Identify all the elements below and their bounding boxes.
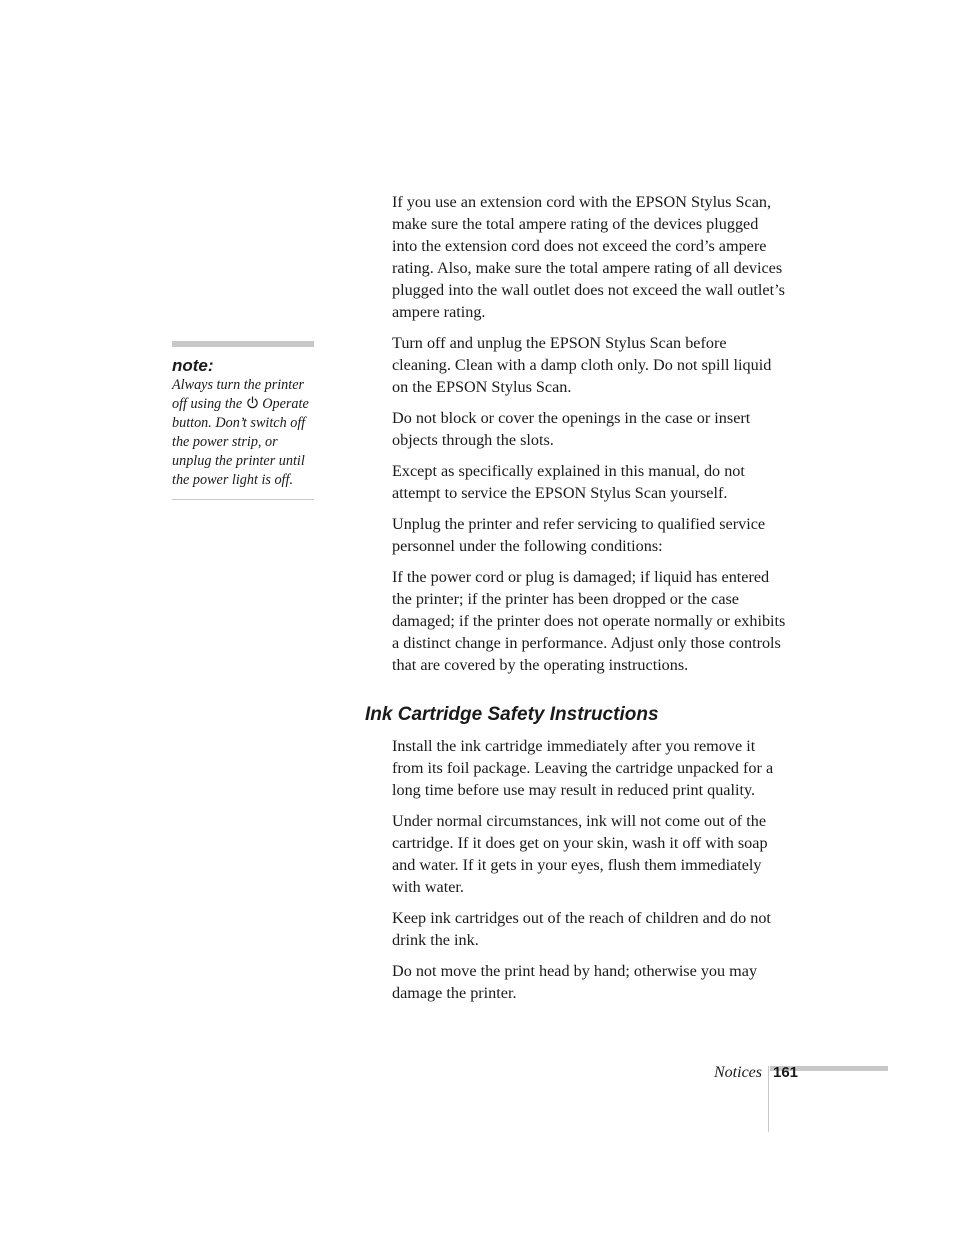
paragraph-install-cartridge: Install the ink cartridge immediately after you remove it from its foil package. Leaving the cartridge unpacked for a long time before use may result in reduced print quality.: [392, 737, 774, 799]
note-text-part-1: Always turn the printer off using the: [172, 377, 305, 412]
ink-cartridge-paragraphs: [392, 735, 787, 1013]
paragraph-cleaning: Turn off and unplug the EPSON Stylus Scan before cleaning. Clean with a damp cloth only. Do not spill liquid on the EPSON Stylus Scan.: [392, 334, 772, 396]
power-icon: [246, 396, 259, 409]
page-number: 161: [773, 1064, 799, 1081]
paragraph-openings: Do not block or cover the openings in the case or insert objects through the slots.: [392, 409, 751, 449]
paragraph-service: Except as specifically explained in this manual, do not attempt to service the EPSON Stylus Scan yourself.: [392, 462, 745, 502]
note-title: note:: [172, 356, 214, 375]
note-text-part-2: Operate button. Don’t switch off the power strip, or unplug the printer until the power light is off.: [172, 396, 309, 488]
note-text: [172, 376, 314, 500]
section-heading: Ink Cartridge Safety Instructions: [365, 704, 659, 725]
paragraph-print-head: Do not move the print head by hand; otherwise you may damage the printer.: [392, 962, 758, 1002]
paragraph-extension-cord: If you use an extension cord with the EPSON Stylus Scan, make sure the total ampere rating of the devices plugged into the extension cord does not exceed the cord’s ampere rating. Also, make sure the total ampere rating of all devices plugged into the wall outlet does not exceed the wall outlet’s ampere rating.: [392, 193, 785, 321]
footer-section-label: Notices: [714, 1064, 762, 1081]
paragraph-unplug: Unplug the printer and refer servicing to qualified service personnel under the following conditions:: [392, 515, 766, 555]
sidebar-note: [172, 341, 314, 500]
paragraph-ink-skin: Under normal circumstances, ink will not come out of the cartridge. If it does get on your skin, wash it off with soap and water. If it gets in your eyes, flush them immediately with water.: [392, 812, 768, 896]
paragraph-children: Keep ink cartridges out of the reach of children and do not drink the ink.: [392, 909, 771, 949]
safety-paragraphs: [392, 191, 787, 685]
note-top-rule: [172, 341, 314, 347]
paragraph-conditions: If the power cord or plug is damaged; if liquid has entered the printer; if the printer has been dropped or the case damaged; if the printer does not operate normally or exhibits a distinct change in performance. Adjust only those controls that are covered by the operating instructions.: [392, 568, 786, 674]
footer-vertical-rule: [768, 1066, 769, 1132]
